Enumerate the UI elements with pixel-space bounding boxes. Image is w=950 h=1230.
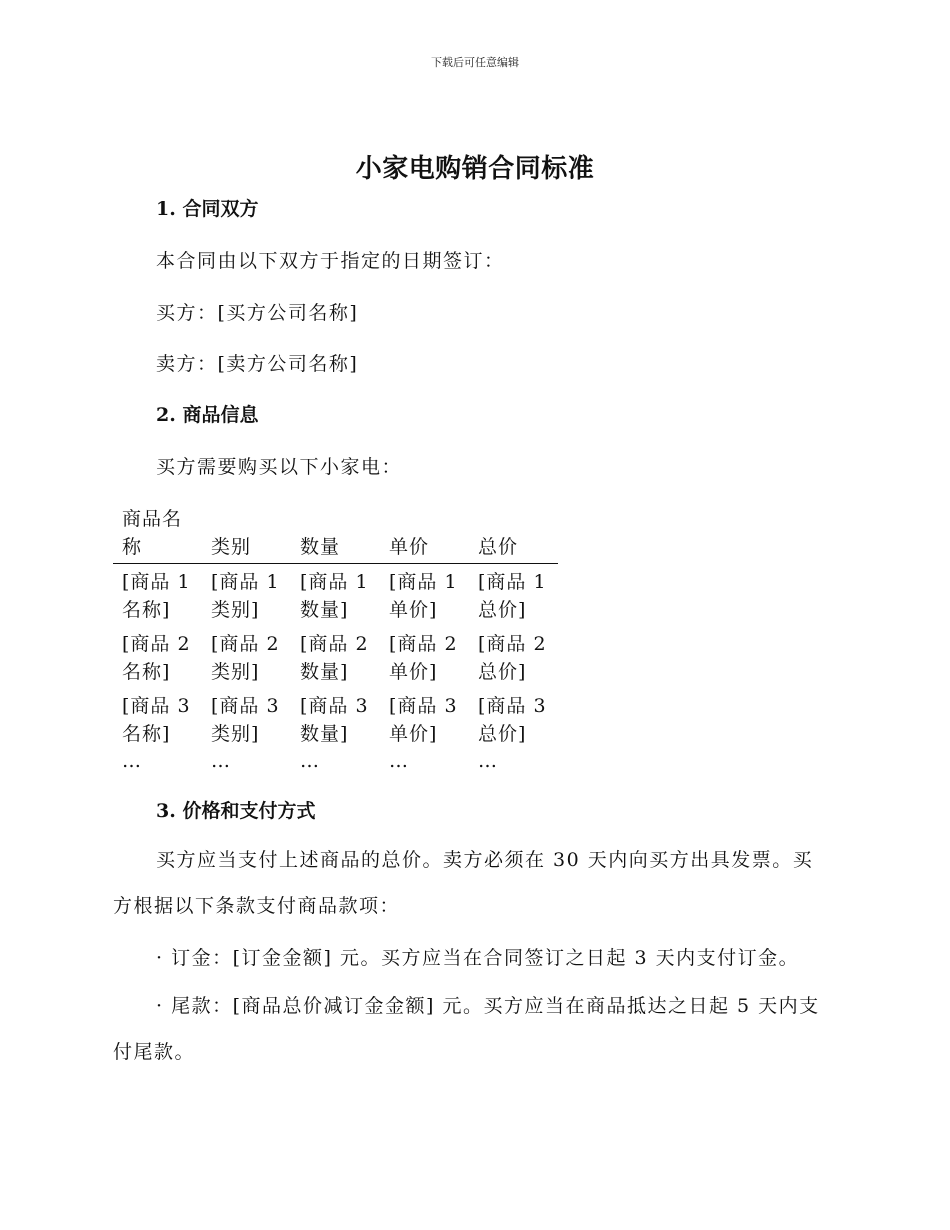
table-cell: [商品 3 名称] bbox=[122, 695, 191, 745]
section1-intro: 本合同由以下双方于指定的日期签订： bbox=[156, 250, 505, 272]
table-row bbox=[113, 688, 558, 750]
goods-header-category: 类别 bbox=[211, 536, 252, 558]
table-cell: [商品 1 总价] bbox=[478, 571, 547, 621]
page-header-note: 下载后可任意编辑 bbox=[431, 56, 519, 69]
table-cell: [商品 1 名称] bbox=[122, 571, 191, 621]
section2-heading: 2. 商品信息 bbox=[156, 404, 259, 426]
goods-header-name: 商品名称 bbox=[122, 508, 183, 558]
goods-table-header-row bbox=[113, 505, 558, 564]
goods-table bbox=[113, 505, 558, 774]
table-cell: [商品 2 总价] bbox=[478, 633, 547, 683]
table-cell: … bbox=[211, 750, 231, 772]
table-row bbox=[113, 626, 558, 688]
section3-heading: 3. 价格和支付方式 bbox=[156, 800, 316, 822]
goods-header-quantity: 数量 bbox=[300, 536, 341, 558]
section2-intro: 买方需要购买以下小家电： bbox=[156, 456, 403, 478]
table-cell: [商品 1 类别] bbox=[211, 571, 280, 621]
table-cell: [商品 1 数量] bbox=[300, 571, 369, 621]
section3-paragraph: 买方应当支付上述商品的总价。卖方必须在 30 天内向买方出具发票。买方根据以下条款支付商品款项： bbox=[113, 849, 814, 917]
table-cell: [商品 2 名称] bbox=[122, 633, 191, 683]
table-cell: [商品 2 数量] bbox=[300, 633, 369, 683]
table-cell: … bbox=[300, 750, 320, 772]
table-cell: … bbox=[478, 750, 498, 772]
table-row bbox=[113, 750, 558, 774]
table-cell: [商品 3 单价] bbox=[389, 695, 458, 745]
table-cell: [商品 2 单价] bbox=[389, 633, 458, 683]
document-title: 小家电购销合同标准 bbox=[355, 154, 595, 184]
table-cell: … bbox=[122, 750, 142, 772]
goods-header-total-price: 总价 bbox=[478, 536, 519, 558]
table-cell: [商品 2 类别] bbox=[211, 633, 280, 683]
table-cell: [商品 3 类别] bbox=[211, 695, 280, 745]
buyer-line: 买方：[买方公司名称] bbox=[156, 302, 359, 324]
table-cell: [商品 1 单价] bbox=[389, 571, 458, 621]
table-cell: [商品 3 总价] bbox=[478, 695, 547, 745]
goods-header-unit-price: 单价 bbox=[389, 536, 430, 558]
balance-clause: · 尾款：[商品总价减订金金额] 元。买方应当在商品抵达之日起 5 天内支付尾款。 bbox=[113, 995, 820, 1063]
seller-line: 卖方：[卖方公司名称] bbox=[156, 353, 359, 375]
deposit-clause: · 订金：[订金金额] 元。买方应当在合同签订之日起 3 天内支付订金。 bbox=[156, 947, 800, 969]
section1-heading: 1. 合同双方 bbox=[156, 198, 259, 220]
table-row bbox=[113, 564, 558, 627]
table-cell: [商品 3 数量] bbox=[300, 695, 369, 745]
table-cell: … bbox=[389, 750, 409, 772]
